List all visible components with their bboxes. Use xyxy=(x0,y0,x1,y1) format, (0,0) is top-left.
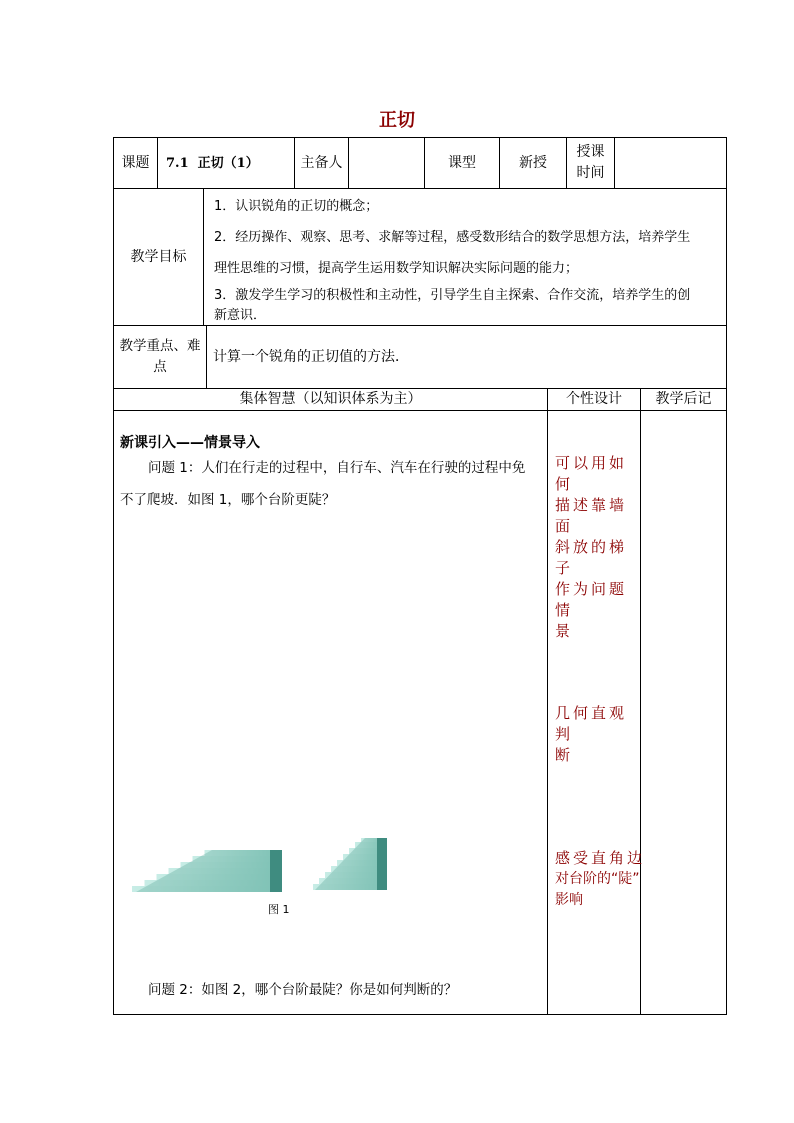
column-design-header: 个性设计 xyxy=(566,391,622,407)
table-border-right xyxy=(726,137,727,1015)
figure-1-caption: 图 1 xyxy=(268,903,290,916)
objective-1: 1．认识锐角的正切的概念； xyxy=(214,199,379,214)
time-value xyxy=(615,138,726,188)
design-note-3 xyxy=(555,848,645,911)
column-reflection-header: 教学后记 xyxy=(655,391,712,407)
design-note-1 xyxy=(555,453,639,642)
section-title: 新课引入——情景导入 xyxy=(120,435,260,451)
keypoints-label xyxy=(114,326,206,388)
row-divider-4 xyxy=(113,410,727,411)
note3-line: 影响 xyxy=(555,892,583,908)
question-2: 问题 2：如图 2，哪个台阶最陡？你是如何判断的？ xyxy=(148,982,458,998)
column-main-header: 集体智慧（以知识体系为主） xyxy=(239,391,422,407)
time-label xyxy=(567,138,614,188)
zhubei-value xyxy=(349,138,424,188)
note2-line: 几何直观判 xyxy=(555,704,628,743)
keypoints-label-line1: 教学重点、难 xyxy=(119,338,201,354)
keypoints-label-line2: 点 xyxy=(153,359,167,375)
row-divider-1 xyxy=(113,188,727,189)
time-label-line2: 时间 xyxy=(576,165,605,181)
note1-line: 景 xyxy=(555,622,574,640)
kexing-value: 新授 xyxy=(519,154,547,171)
keti-label: 课题 xyxy=(121,154,150,171)
objective-2-line2: 理性思维的习惯，提高学生运用数学知识解决实际问题的能力； xyxy=(214,261,579,276)
keypoints-sep xyxy=(206,325,207,388)
note1-line: 可以用如何 xyxy=(555,454,628,493)
note1-line: 描述靠墙面 xyxy=(555,496,628,535)
note3-line: 感受直角边 xyxy=(555,849,646,867)
stairs-gentle-image xyxy=(132,846,282,892)
page-title: 正切 xyxy=(379,110,415,131)
objective-3-line1: 3．激发学生学习的积极性和主动性，引导学生自主探索、合作交流，培养学生的创 xyxy=(214,288,691,303)
question-1-line2: 不了爬坡．如图 1，哪个台阶更陡？ xyxy=(120,492,336,508)
objective-3-line2: 新意识． xyxy=(214,308,267,323)
objectives-sep xyxy=(203,188,204,325)
kexing-label: 课型 xyxy=(448,154,476,171)
note1-line: 斜放的梯子 xyxy=(555,538,628,577)
note1-line: 作为问题情 xyxy=(555,580,628,619)
objectives-label: 教学目标 xyxy=(130,248,187,265)
table-border-bottom xyxy=(113,1014,727,1015)
lesson-title: 7.1 正切（1） xyxy=(166,155,259,171)
header-sep xyxy=(157,137,158,188)
question-1-line1: 问题 1：人们在行走的过程中，自行车、汽车在行驶的过程中免 xyxy=(148,460,526,476)
column-sep-reflection xyxy=(640,388,641,1014)
objective-2-line1: 2．经历操作、观察、思考、求解等过程，感受数形结合的数学思想方法，培养学生 xyxy=(214,230,691,245)
design-note-2 xyxy=(555,703,639,766)
time-label-line1: 授课 xyxy=(576,144,605,160)
note3-line: 对台阶的“陡” xyxy=(555,871,640,887)
note2-line: 断 xyxy=(555,746,574,764)
column-sep-design xyxy=(547,388,548,1014)
zhubei-label: 主备人 xyxy=(300,154,343,171)
keypoints-content: 计算一个锐角的正切值的方法． xyxy=(213,349,409,365)
stairs-steep-image xyxy=(313,838,387,890)
